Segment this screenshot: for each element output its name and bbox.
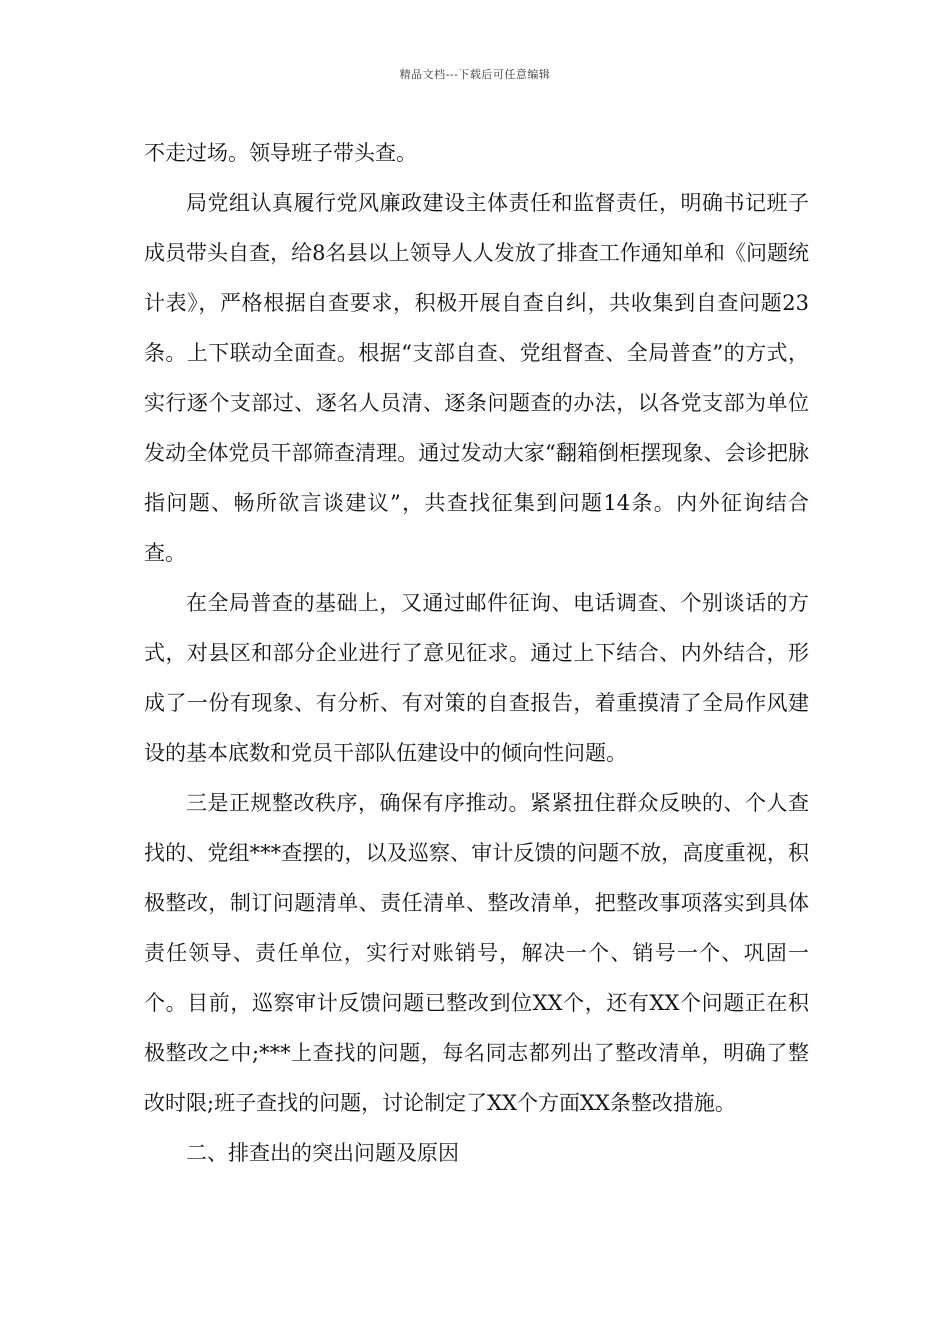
paragraph: 在全局普查的基础上，又通过邮件征询、电话调查、个别谈话的方式，对县区和部分企业进行了意见征求。通过上下结合、内外结合，形成了一份有现象、有分析、有对策的自查报告，着重摸清了全局作风建设的基本底数和党员干部队伍建设中的倾向性问题。 — [144, 591, 809, 765]
paragraph: 局党组认真履行党风廉政建设主体责任和监督责任，明确书记班子成员带头自查，给8名县以上领导人人发放了排查工作通知单和《问题统计表》，严格根据自查要求，积极开展自查自纠，共收集到自查问题23条。上下联动全面查。根据“支部自查、党组督查、全局普查”的方式，实行逐个支部过、逐名人员清、逐条问题查的办法，以各党支部为单位发动全体党员干部筛查清理。通过发动大家“翻箱倒柜摆现象、会诊把脉指问题、畅所欲言谈建议”，共查找征集到问题14条。内外征询结合查。 — [144, 191, 809, 565]
document-body — [144, 128, 809, 1178]
paragraph-continuation: 不走过场。领导班子带头查。 — [144, 141, 417, 165]
page-header: 精品文档---下载后可任意编辑 — [399, 68, 551, 81]
paragraph: 三是正规整改秩序，确保有序推动。紧紧扭住群众反映的、个人查找的、党组***查摆的，以及巡察、审计反馈的问题不放，高度重视，积极整改，制订问题清单、责任清单、整改清单，把整改事项落实到具体责任领导、责任单位，实行对账销号，解决一个、销号一个、巩固一个。目前，巡察审计反馈问题已整改到位XX个，还有XX个问题正在积极整改之中;***上查找的问题，每名同志都列出了整改清单，明确了整改时限;班子查找的问题，讨论制定了XX个方面XX条整改措施。 — [144, 791, 809, 1115]
section-heading: 二、排查出的突出问题及原因 — [186, 1141, 459, 1165]
